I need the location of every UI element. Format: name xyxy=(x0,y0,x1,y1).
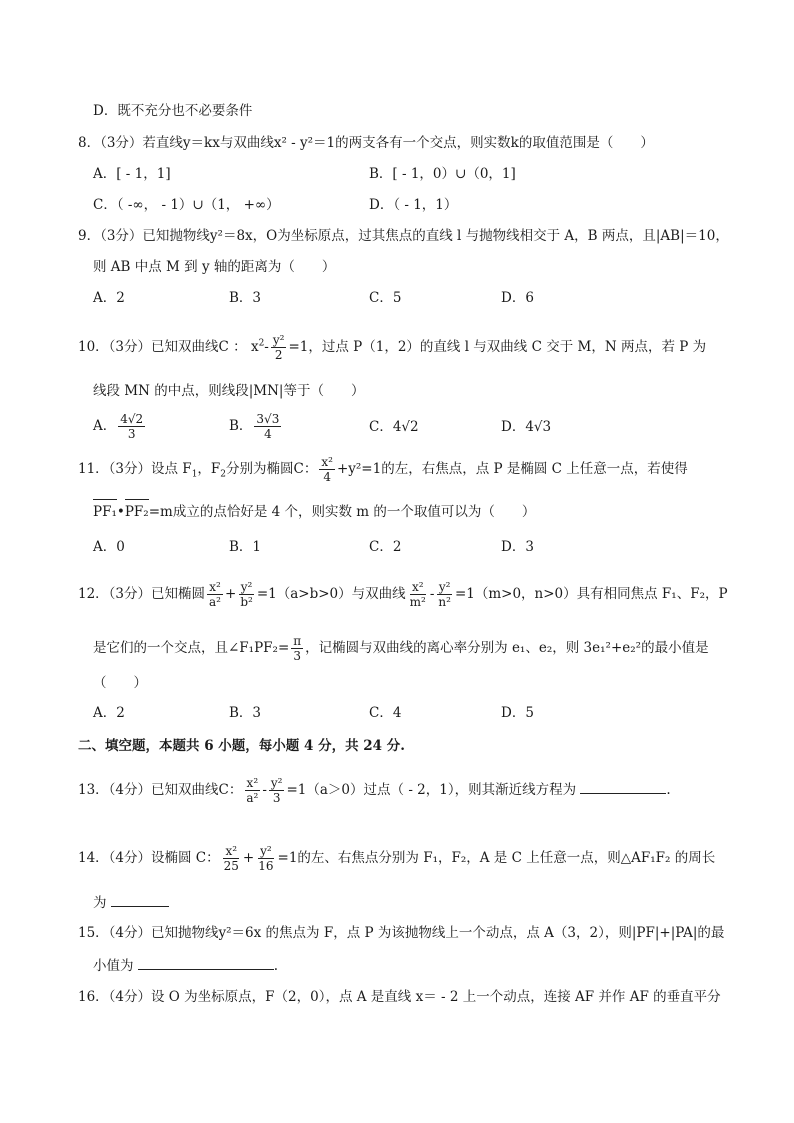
q14-stem: 14．（4分）设椭圆 C： $\frac{\text{x²}}{25}$ + $\frac{\text{y²}}{16}$ =1的左、右焦点分别为 F₁，F₂，A 是 C 上任意一点，则△AF₁F₂ 的周长 xyxy=(78,844,716,873)
q14-stem-2: 为 xyxy=(93,892,169,913)
q15-stem: 15．（4分）已知抛物线y²＝6x 的焦点为 F，点 P 为该抛物线上一个动点，点 A（3，2），则|PF|+|PA|的最 xyxy=(78,925,725,941)
q8-option-c: C．（ -∞， - 1）∪（1， +∞） xyxy=(93,197,280,213)
q9-option-d: D．6 xyxy=(501,290,534,306)
q7-option-d: D．既不充分也不必要条件 xyxy=(93,103,253,119)
q9-stem: 9．（3分）已知抛物线y²＝8x，O为坐标原点，过其焦点的直线 l 与抛物线相交于 A，B 两点，且|AB|＝10， xyxy=(78,228,729,244)
q10-option-b: B． $\frac{3√3}{4}$ xyxy=(229,412,280,441)
q12-option-a: A．2 xyxy=(93,705,125,721)
q8-option-a: A．[ - 1，1] xyxy=(93,166,171,182)
q10-option-c: C．4√2 xyxy=(369,419,419,435)
vector-pf1: PF₁ xyxy=(93,498,117,522)
q12-option-c: C．4 xyxy=(369,705,402,721)
section-heading: 二、填空题，本题共 6 小题，每小题 4 分，共 24 分. xyxy=(78,738,405,754)
q10-stem: 10．（3分）已知双曲线C ： $x^2-$ $\frac{\text{y²}}{2}$ =1，过点 P（1，2）的直线 l 与双曲线 C 交于 M，N 两点，若 P 为 xyxy=(78,333,707,362)
q12-option-b: B．3 xyxy=(229,705,262,721)
q15-stem-2: 小值为 . xyxy=(93,955,278,976)
q8-stem: 8．（3分）若直线y＝kx与双曲线x² - y²＝1的两支各有一个交点，则实数k的取值范围是（ ） xyxy=(78,135,654,151)
q10-option-a: A． $\frac{4√2}{3}$ xyxy=(93,412,144,441)
answer-blank[interactable] xyxy=(111,892,169,907)
answer-blank[interactable] xyxy=(138,955,274,970)
q11-option-a: A．0 xyxy=(93,539,125,555)
q13-stem: 13．（4分）已知双曲线C： $\frac{\text{x²}}{\text{a²}}$ - $\frac{\text{y²}}{3}$ =1（a＞0）过点（ - 2，1），则其渐近线方程为 . xyxy=(78,776,671,805)
q16-stem: 16．（4分）设 O 为坐标原点，F（2，0），点 A 是直线 x＝ - 2 上一个动点，连接 AF 并作 AF 的垂直平分 xyxy=(78,989,721,1005)
q8-option-d: D．（ - 1，1） xyxy=(369,197,458,213)
q12-stem-3: （ ） xyxy=(93,675,147,691)
q10-fraction: $\frac{\text{y²}}{2}$ xyxy=(272,333,285,362)
q9-stem-2: 则 AB 中点 M 到 y 轴的距离为（ ） xyxy=(93,259,336,275)
q11-stem: 11．（3分）设点 $F_1$，$F_2$分别为椭圆C： $\frac{\text{x²}}{4}$ +y²=1的左，右焦点，点 P 是椭圆 C 上任意一点，若使得 xyxy=(78,455,688,484)
q12-stem: 12．（3分）已知椭圆 $\frac{\text{x²}}{\text{a²}}$ + $\frac{\text{y²}}{\text{b²}}$ =1（a>b>0）与双曲线 $\frac{\text{x²}}{\text{m²}}$ - $\frac{\text{y²}}{\text{n²}}$ =1（m>0，n>0）具有相同焦点 F₁、F₂，P xyxy=(78,580,728,609)
q9-option-a: A．2 xyxy=(93,290,125,306)
q8-option-b: B．[ - 1，0）∪（0，1] xyxy=(369,166,516,182)
q10-option-d: D．4√3 xyxy=(501,419,552,435)
q11-stem-2: PF₁•PF₂=m成立的点恰好是 4 个，则实数 m 的一个取值可以为（ ） xyxy=(93,498,535,522)
q10-stem-2: 线段 MN 的中点，则线段|MN|等于（ ） xyxy=(93,383,365,399)
vector-pf2: PF₂ xyxy=(125,498,149,522)
q11-option-d: D．3 xyxy=(501,539,534,555)
answer-blank[interactable] xyxy=(580,779,666,794)
q12-stem-2: 是它们的一个交点，且∠F₁PF₂= $\frac{\pi}{3}$ ，记椭圆与双曲线的离心率分别为 e₁、e₂，则 3e₁²+e₂²的最小值是 xyxy=(93,634,709,663)
q11-option-c: C．2 xyxy=(369,539,402,555)
q12-option-d: D．5 xyxy=(501,705,534,721)
q9-option-c: C．5 xyxy=(369,290,402,306)
q11-option-b: B．1 xyxy=(229,539,262,555)
q9-option-b: B．3 xyxy=(229,290,262,306)
